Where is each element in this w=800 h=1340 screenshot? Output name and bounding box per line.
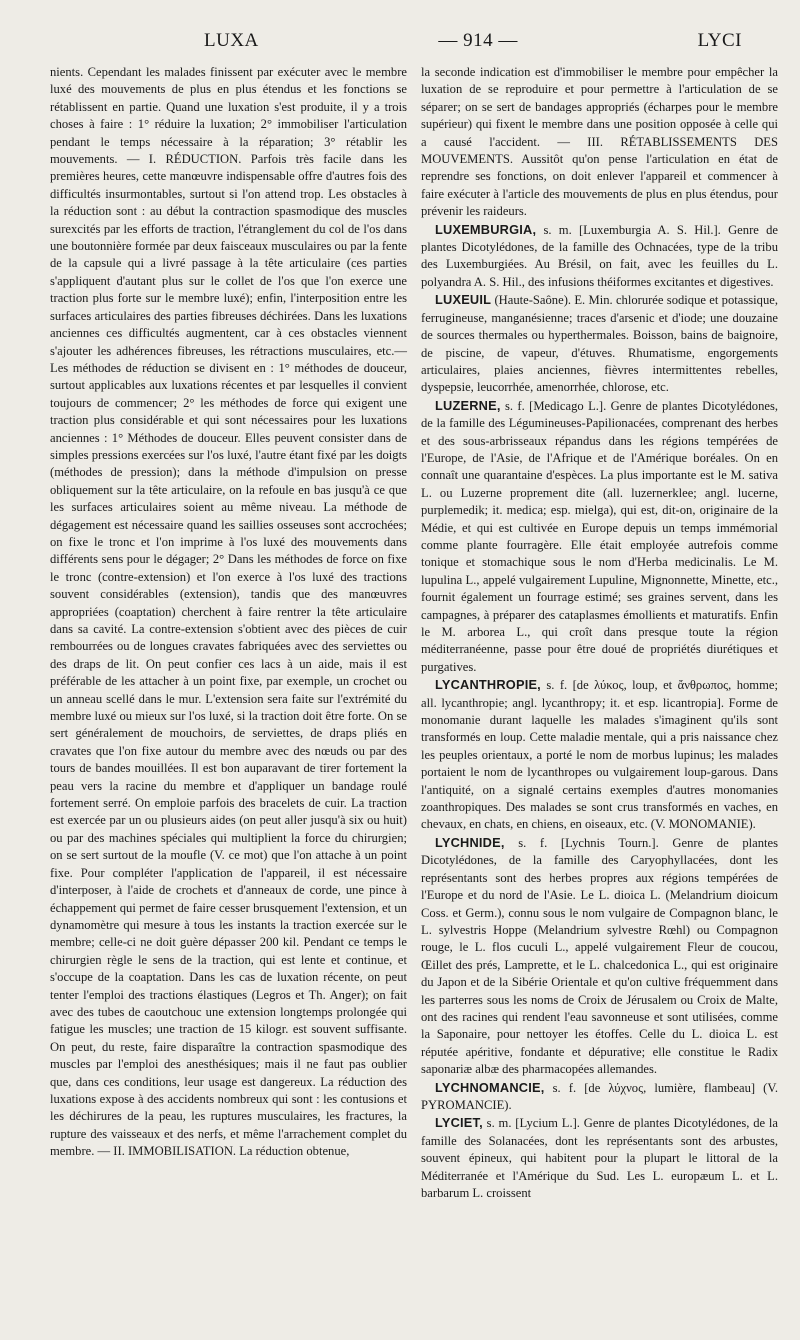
header-right-word: LYCI	[697, 30, 742, 51]
entry-lyciet	[421, 1114, 778, 1202]
entry-head: LYCANTHROPIE,	[435, 677, 541, 693]
text-columns	[50, 64, 778, 1202]
entry-head: LUXEMBURGIA,	[435, 221, 537, 237]
entry-lychnomancie	[421, 1079, 778, 1115]
entry-luxeuil	[421, 291, 778, 396]
left-column	[50, 64, 407, 1202]
entry-head: LYCIET,	[435, 1115, 483, 1131]
right-column	[421, 64, 778, 1202]
entry-head: LUXEUIL	[435, 292, 492, 308]
entry-body: s. f. [de λύκος, loup, et ἄνθρωπος, homme; all. lycanthropie; angl. lycanthropy; it. et esp. licantropia]. Forme de monomanie durant laquelle les malades s'imaginent qu'ils sont transformés en loup. Cette maladie mentale, qui a pris naissance chez les peuples orientaux, a porté le nom de morbus lupinus; les malades portaient le nom de lycanthropes ou vulgairement loup-garous. Dans l'antiquité, on a signalé certains exemples d'autres monomanies zoanthropiques. Des malades se sont crus transformés en vaches, en chevaux, en chats, en chiens, en oiseaux, etc. (V. MONOMANIE).	[421, 678, 778, 832]
entry-lycanthropie	[421, 676, 778, 834]
entry-luxemburgia	[421, 221, 778, 292]
right-column-intro: la seconde indication est d'immobiliser le membre pour empêcher la luxation de se reproduire et pour permettre à l'articulation de se séparer; on se sert de bandages appropriés (écharpes pour le membre supérieur) qui fixent le membre dans une position opposée à celle qui a causé l'accident. — III. RÉTABLISSEMENTS DES MOUVEMENTS. Aussitôt qu'on pense l'articulation en état de reprendre ses fonctions, on doit enlever l'appareil et commencer à faire exécuter à l'article des mouvements de plus en plus étendus, pour prévenir les raideurs.	[421, 65, 778, 219]
entry-body: s. f. [Lychnis Tourn.]. Genre de plantes Dicotylédones, de la famille des Caryophyllacées, dont les représentants sont des herbes propres aux régions tempérées de l'Europe et du nord de l'Asie. Le L. dioica L. (Melandrium dioicum Coss. et Germ.), connu sous le nom vulgaire de Compagnon blanc, le L. sylvestris Hoppe (Melandrium sylvestre Rœhl) ou Compagnon rouge, le L. flos cuculi L., appelé vulgairement Fleur de coucou, Œillet des prés, Lamprette, et le L. chalcedonica L., qui est originaire du Japon et de la Sibérie Orientale et qu'on cultive fréquemment dans les parterres sous les noms de Croix de Jérusalem ou Croix de Malte, ont des racines qui rendent l'eau savonneuse et sont utilisées, comme la Saponaire, pour nettoyer les étoffes. Celle du L. dioica L. est réputée apéritive, fondante et dépurative; elle constitue le Radix saponariæ albæ des pharmacopées allemandes.	[421, 835, 778, 1077]
entry-body: s. m. [Lycium L.]. Genre de plantes Dicotylédones, de la famille des Solanacées, dont les représentants sont des arbustes, souvent épineux, qui habitent pour la plupart le littoral de la Méditerranée et l'Amérique du Sud. Les L. europæum L. et L. barbarum L. croissent	[421, 1116, 778, 1200]
entry-head: LYCHNIDE,	[435, 834, 505, 850]
entry-body: (Haute-Saône). E. Min. chlorurée sodique et potassique, ferrugineuse, manganésienne; traces d'arsenic et d'iode; une douzaine de sources thermales ou hyperthermales. Boisson, bains de baignoire, de piscine, de vapeur, d'étuves. Rhumatisme, engorgements articulaires, plaies anciennes, fièvres intermittentes rebelles, dyspepsie, leucorrhée, amenorrhée, chlorose, etc.	[421, 293, 778, 395]
entry-luzerne	[421, 397, 778, 677]
left-column-text: nients. Cependant les malades finissent par exécuter avec le membre luxé des mouvements de plus en plus étendus et les fonctions se rétablissent en partie. Quand une luxation s'est produite, il y a trois choses à faire : 1° réduire la luxation; 2° immobiliser l'articulation pendant le temps nécessaire à la réparation; 3° rétablir les mouvements. — I. RÉDUCTION. Parfois très facile dans les premières heures, cette manœuvre indispensable offre d'autres fois des difficultés insurmontables, surtout si l'on attend trop. Les obstacles à la réduction sont : au début la contraction spasmodique des muscles surexcités par les efforts de traction, l'étranglement du col de l'os dans une boutonnière formée par deux faisceaux musculaires ou par la fente de la capsule qui a livré passage à la tête articulaire (ces parties s'appliquent d'autant plus sur le collet de l'os que l'on exerce une traction plus forte sur le membre luxé); enfin, l'interposition entre les surfaces articulaires des parties fibreuses déchirées. Dans les luxations anciennes ces difficultés augmentent, car à ces obstacles viennent s'ajouter les adhérences fibreuses, les rétractions musculaires, etc.— Les méthodes de réduction se divisent en : 1° méthodes de douceur, surtout applicables aux luxations récentes et par lesquelles il convient toujours de commencer; 2° les méthodes de force qui exigent une traction plus considérable et qui sont nécessaires pour les luxations anciennes : 1° Méthodes de douceur. Elles peuvent consister dans de simples pressions exercées sur l'os luxé, l'autre étant fixé par les doigts (méthodes de pression); dans la méthode d'impulsion on presse obliquement sur la tête articulaire, on la refoule en bas jusqu'à ce que les surfaces articulaires soient au même niveau. La méthode de dégagement est nécessaire quand les saillies osseuses sont accrochées; on fixe le tronc et l'on imprime à l'os luxé des mouvements dans différents sens pour le dégager; 2° Dans les méthodes de force on fixe le tronc (contre-extension) et l'on exerce à l'os luxé des tractions souvent considérables (extension), tandis que des manœuvres appropriées (coaptation) cherchent à faire rentrer la tête articulaire dans sa cavité. La contre-extension s'obtient avec des pièces de cuir rembourrées ou de longues cravates fabriquées avec des serviettes ou des draps de lit. On peut confier ces lacs à un aide, mais il est préférable de les attacher à un point fixe, par exemple, un crochet ou un anneau scellé dans le mur. L'extension sera faite sur l'extrémité du membre luxé ou mieux sur l'os luxé, si la traction doit être forte. On se sert généralement de mouchoirs, de serviettes, de draps pliés en cravates que l'on fixe autour du membre avec des nœuds ou par des tours de bandes mouillées. Il est bon auparavant de tirer fortement la peau vers la racine du membre et d'appliquer un bandage roulé fortement serré. On emploie parfois des bracelets de cuir. La traction est exercée par un ou plusieurs aides (on peut aller jusqu'à six ou huit) ou par des machines spéciales qui multiplient la force du chirurgien; on se sert surtout de la moufle (V. ce mot) que l'on attache à un point fixe. Pour compléter l'application de l'appareil, il est nécessaire d'interposer, à l'aide de crochets et d'anneaux de corde, une pince à échappement qui permet de faire cesser brusquement l'extension, et un dynamomètre qui mesure à tous les instants la traction exercée sur le membre; celle-ci ne doit guère dépasser 200 kil. Pendant ce temps le chirurgien règle le sens de la traction, qui est lente et continue, et s'occupe de la coaptation. Dans les cas de luxation récente, on peut tenter l'emploi des tractions élastiques (Legros et Th. Anger); on fait avec des tubes de caoutchouc une extension longtemps prolongée qui fatigue les muscles; une traction de 15 kilogr. est souvent suffisante. On peut, du reste, faire disparaître la contraction spasmodique des muscles par l'emploi des anesthésiques; mais il ne faut pas oublier que, dans ces conditions, leur usage est dangereux. La réduction des luxations expose à des accidents nombreux qui sont : les contusions et les déchirures de la peau, les ruptures musculaires, les fractures, la rupture des vaisseaux et des nerfs, et même l'arrachement complet du membre. — II. IMMOBILISATION. La réduction obtenue,	[50, 65, 407, 1159]
entry-lychnide	[421, 834, 778, 1079]
entry-body: s. f. [Medicago L.]. Genre de plantes Dicotylédones, de la famille des Légumineuses-Papilionacées, comprenant des herbes et des sous-arbrisseaux répandus dans les régions tempérées de l'Europe, de l'Asie, de l'Afrique et de l'Amérique boréales. On en connaît une quarantaine d'espèces. La plus importante est le M. sativa L. ou Luzerne proprement dite (all. luzernerklee; angl. lucerne, purplemedik; it. medica; esp. mielga), qui est, dit-on, originaire de la Médie, et qui est cultivée en Europe depuis un temps immémorial comme plante fourragère. Elle était employée autrefois comme tonique et stomachique sous le nom d'Herba medicinalis. Le M. lupulina L., appelé vulgairement Lupuline, Mignonnette, Minette, etc., fournit également un fourrage estimé; ses graines servent, dans les campagnes, à préparer des cataplasmes émollients et maturatifs. Enfin le M. arborea L., qui croît dans presque toute la région méditerranéenne, passe pour être doué de propriétés diurétiques et purgatives.	[421, 398, 778, 674]
entry-head: LUZERNE,	[435, 397, 501, 413]
page-number: — 914 —	[438, 30, 518, 51]
entry-head: LYCHNOMANCIE,	[435, 1079, 545, 1095]
entry-body: s. f. [de λύχνος, lumière, flambeau] (V. PYROMANCIE).	[421, 1080, 778, 1112]
running-header	[50, 30, 778, 60]
header-left-word: LUXA	[204, 30, 259, 51]
entry-body: s. m. [Luxemburgia A. S. Hil.]. Genre de plantes Dicotylédones, de la famille des Ochnacées, type de la tribu des Luxemburgiées. Au Brésil, on fait, avec les feuilles du L. polyandra A. S. Hil., des infusions théiformes excitantes et digestives.	[421, 222, 778, 289]
